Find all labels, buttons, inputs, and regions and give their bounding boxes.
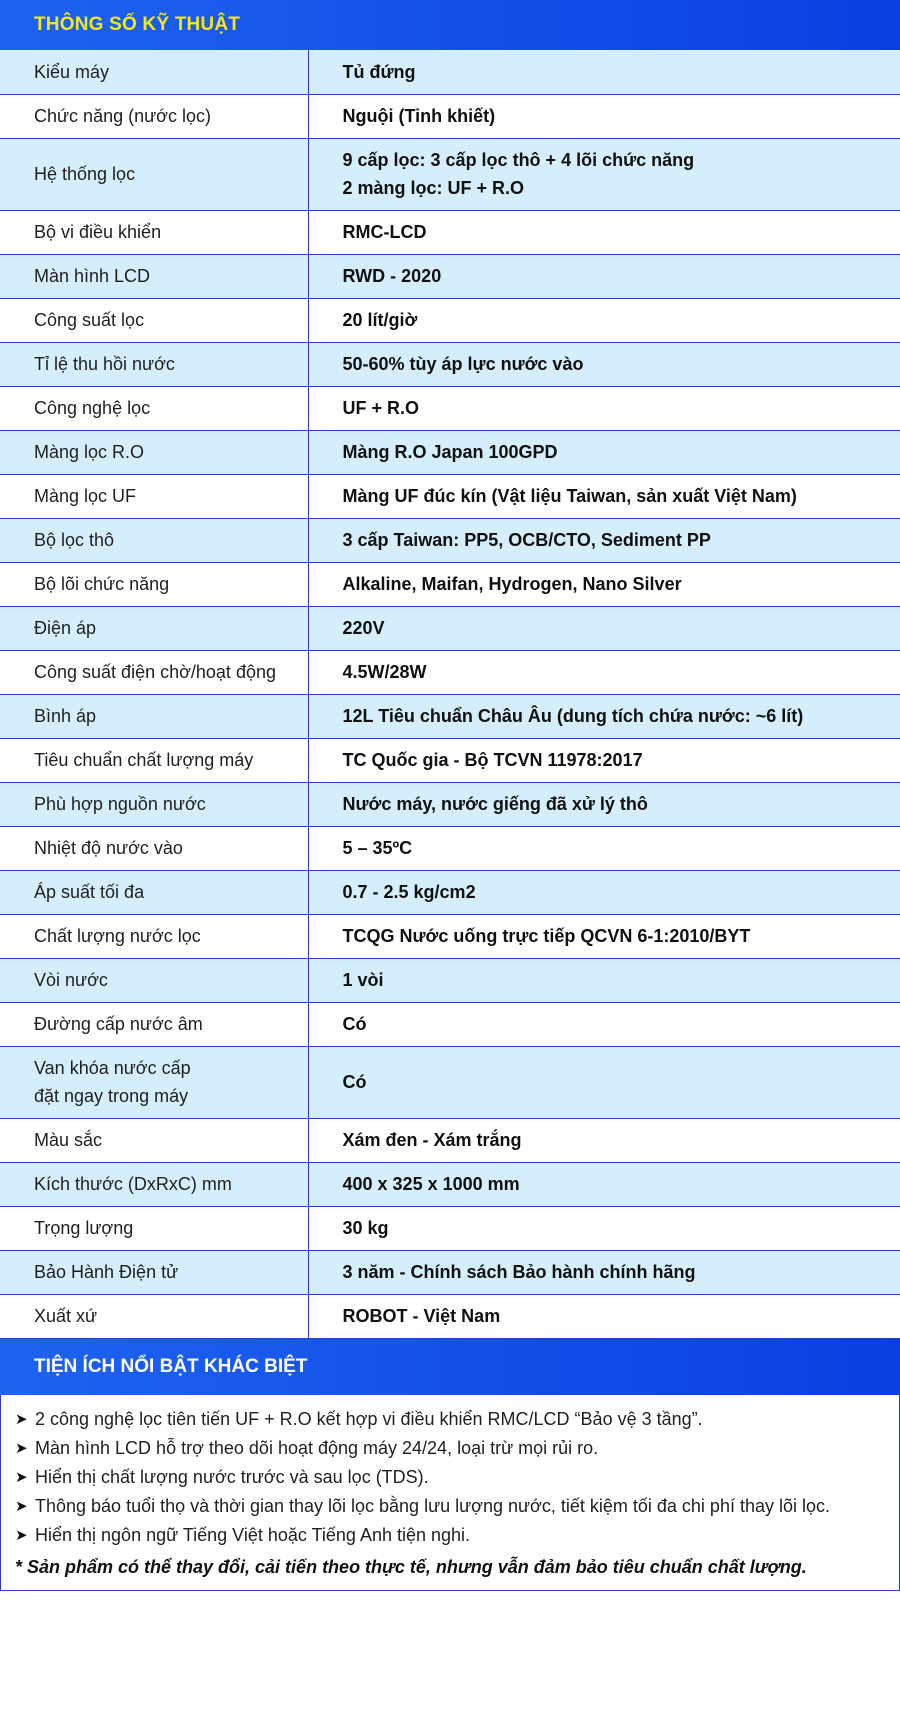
spec-label-cell <box>0 138 308 210</box>
spec-value-cell <box>308 1046 900 1118</box>
spec-value: 20 lít/giờ <box>342 310 418 330</box>
spec-value-cell <box>308 1162 900 1206</box>
spec-value-cell <box>308 1002 900 1046</box>
spec-value: RWD - 2020 <box>342 266 442 286</box>
spec-label-cell <box>0 94 308 138</box>
spec-label: Áp suất tối đa <box>34 882 145 902</box>
features-header <box>0 1339 900 1395</box>
spec-label-cell <box>0 782 308 826</box>
spec-label: Công nghệ lọc <box>34 398 151 418</box>
spec-row <box>0 210 900 254</box>
spec-value: 0.7 - 2.5 kg/cm2 <box>342 882 476 902</box>
spec-row <box>0 1206 900 1250</box>
spec-label-cell <box>0 562 308 606</box>
spec-label: Đường cấp nước âm <box>34 1014 203 1034</box>
spec-value: 400 x 325 x 1000 mm <box>342 1174 520 1194</box>
spec-label-cell <box>0 50 308 94</box>
spec-label: Nhiệt độ nước vào <box>34 838 183 858</box>
spec-row <box>0 94 900 138</box>
spec-label: Chức năng (nước lọc) <box>34 106 211 126</box>
spec-label: Van khóa nước cấp <box>34 1058 191 1078</box>
spec-row <box>0 958 900 1002</box>
spec-value-cell <box>308 694 900 738</box>
spec-value-cell <box>308 1118 900 1162</box>
spec-label-cell <box>0 914 308 958</box>
spec-value: 12L Tiêu chuẩn Châu Âu (dung tích chứa nước: ~6 lít) <box>342 706 804 726</box>
spec-row <box>0 430 900 474</box>
spec-value-cell <box>308 782 900 826</box>
arrow-right-icon: ➤ <box>15 1526 28 1544</box>
spec-row <box>0 1294 900 1338</box>
spec-label: đặt ngay trong máy <box>34 1086 189 1106</box>
spec-value: 50-60% tùy áp lực nước vào <box>342 354 584 374</box>
spec-value-cell <box>308 958 900 1002</box>
spec-label: Vòi nước <box>34 970 108 990</box>
spec-value: ROBOT - Việt Nam <box>342 1306 501 1326</box>
spec-value: 30 kg <box>342 1218 389 1238</box>
arrow-right-icon: ➤ <box>15 1439 28 1457</box>
spec-row <box>0 1162 900 1206</box>
spec-label: Phù hợp nguồn nước <box>34 794 206 814</box>
spec-value: 1 vòi <box>342 970 384 990</box>
feature-item <box>15 1492 889 1521</box>
spec-value: Tủ đứng <box>342 61 416 82</box>
feature-text: Hiển thị chất lượng nước trước và sau lọc (TDS). <box>35 1466 429 1487</box>
spec-label-cell <box>0 298 308 342</box>
spec-label: Màn hình LCD <box>34 266 151 286</box>
spec-value: TC Quốc gia - Bộ TCVN 11978:2017 <box>342 750 643 770</box>
spec-value-cell <box>308 1206 900 1250</box>
feature-item <box>15 1463 889 1492</box>
spec-label: Màng lọc R.O <box>34 442 145 462</box>
spec-label: Công suất lọc <box>34 310 145 330</box>
spec-value-cell <box>308 298 900 342</box>
spec-value-cell <box>308 562 900 606</box>
spec-value-cell <box>308 606 900 650</box>
spec-value-cell <box>308 50 900 94</box>
spec-label-cell <box>0 386 308 430</box>
spec-label: Kiểu máy <box>34 61 110 82</box>
spec-value-cell <box>308 342 900 386</box>
disclaimer-note: * Sản phẩm có thể thay đổi, cải tiến theo thực tế, nhưng vẫn đảm bảo tiêu chuẩn chất lượng. <box>15 1556 807 1577</box>
spec-label: Bình áp <box>34 706 97 726</box>
spec-value: Alkaline, Maifan, Hydrogen, Nano Silver <box>342 574 682 594</box>
spec-value-cell <box>308 1294 900 1338</box>
spec-label-cell <box>0 606 308 650</box>
spec-label-cell <box>0 1002 308 1046</box>
specs-title: THÔNG SỐ KỸ THUẬT <box>34 14 241 35</box>
spec-value: 9 cấp lọc: 3 cấp lọc thô + 4 lõi chức năng <box>342 150 695 170</box>
spec-value-cell <box>308 1250 900 1294</box>
spec-row <box>0 1002 900 1046</box>
arrow-right-icon: ➤ <box>15 1497 28 1515</box>
specs-header <box>0 0 900 50</box>
spec-label: Hệ thống lọc <box>34 164 136 184</box>
spec-row <box>0 694 900 738</box>
spec-label-cell <box>0 1206 308 1250</box>
spec-label-cell <box>0 1162 308 1206</box>
spec-label: Trọng lượng <box>34 1218 134 1238</box>
feature-item <box>15 1434 889 1463</box>
spec-label: Bảo Hành Điện tử <box>34 1262 179 1282</box>
spec-row <box>0 254 900 298</box>
arrow-right-icon: ➤ <box>15 1410 28 1428</box>
spec-row <box>0 914 900 958</box>
spec-label-cell <box>0 474 308 518</box>
spec-row <box>0 138 900 210</box>
feature-text: Hiển thị ngôn ngữ Tiếng Việt hoặc Tiếng Anh tiện nghi. <box>35 1524 471 1545</box>
spec-row <box>0 782 900 826</box>
spec-row <box>0 738 900 782</box>
spec-row <box>0 342 900 386</box>
spec-value: Có <box>342 1014 367 1034</box>
spec-row <box>0 474 900 518</box>
spec-row <box>0 386 900 430</box>
spec-value-cell <box>308 474 900 518</box>
spec-label-cell <box>0 870 308 914</box>
spec-label-cell <box>0 342 308 386</box>
spec-value-cell <box>308 870 900 914</box>
spec-value: RMC-LCD <box>342 222 427 242</box>
spec-label: Xuất xứ <box>34 1306 98 1326</box>
feature-text: Màn hình LCD hỗ trợ theo dõi hoạt động máy 24/24, loại trừ mọi rủi ro. <box>35 1437 599 1458</box>
spec-value-cell <box>308 138 900 210</box>
spec-row <box>0 606 900 650</box>
spec-label: Màu sắc <box>34 1130 103 1150</box>
spec-table-body <box>0 50 900 1338</box>
spec-value: Xám đen - Xám trắng <box>342 1130 522 1150</box>
spec-value: Nước máy, nước giếng đã xử lý thô <box>342 794 648 814</box>
spec-row <box>0 650 900 694</box>
spec-value-cell <box>308 738 900 782</box>
spec-value: Màng UF đúc kín (Vật liệu Taiwan, sản xuất Việt Nam) <box>342 486 797 506</box>
spec-label: Công suất điện chờ/hoạt động <box>34 662 276 682</box>
spec-value-cell <box>308 94 900 138</box>
feature-item <box>15 1405 889 1434</box>
spec-label: Tỉ lệ thu hồi nước <box>34 354 175 374</box>
spec-label: Chất lượng nước lọc <box>34 926 201 946</box>
feature-list <box>15 1405 889 1550</box>
features-box <box>0 1395 900 1591</box>
spec-row <box>0 50 900 94</box>
spec-label: Bộ lõi chức năng <box>34 574 170 594</box>
spec-value: 3 năm - Chính sách Bảo hành chính hãng <box>342 1262 696 1282</box>
spec-value-cell <box>308 914 900 958</box>
spec-label-cell <box>0 650 308 694</box>
spec-table <box>0 50 900 1339</box>
spec-row <box>0 1046 900 1118</box>
spec-value: 3 cấp Taiwan: PP5, OCB/CTO, Sediment PP <box>342 530 711 550</box>
spec-value: UF + R.O <box>342 398 420 418</box>
spec-label-cell <box>0 958 308 1002</box>
spec-label: Màng lọc UF <box>34 486 137 506</box>
spec-label-cell <box>0 254 308 298</box>
spec-label-cell <box>0 1118 308 1162</box>
spec-label-cell <box>0 1046 308 1118</box>
feature-text: Thông báo tuổi thọ và thời gian thay lõi lọc bằng lưu lượng nước, tiết kiệm tối đa chi phí thay lõi lọc. <box>35 1495 830 1516</box>
spec-label-cell <box>0 1250 308 1294</box>
spec-label: Bộ vi điều khiển <box>34 222 162 242</box>
arrow-right-icon: ➤ <box>15 1468 28 1486</box>
spec-value-cell <box>308 650 900 694</box>
spec-row <box>0 826 900 870</box>
spec-label: Tiêu chuẩn chất lượng máy <box>34 750 254 770</box>
spec-value-cell <box>308 826 900 870</box>
spec-value: Màng R.O Japan 100GPD <box>342 442 558 462</box>
spec-value: 4.5W/28W <box>342 662 427 682</box>
feature-item <box>15 1521 889 1550</box>
spec-row <box>0 870 900 914</box>
spec-label: Điện áp <box>34 618 97 638</box>
feature-text: 2 công nghệ lọc tiên tiến UF + R.O kết hợp vi điều khiển RMC/LCD “Bảo vệ 3 tầng”. <box>35 1408 703 1429</box>
spec-value-cell <box>308 210 900 254</box>
spec-label: Bộ lọc thô <box>34 530 115 550</box>
spec-value: Có <box>342 1072 367 1092</box>
spec-label-cell <box>0 1294 308 1338</box>
spec-value-cell <box>308 518 900 562</box>
spec-label-cell <box>0 518 308 562</box>
spec-value: 2 màng lọc: UF + R.O <box>342 178 525 198</box>
spec-row <box>0 1250 900 1294</box>
spec-row <box>0 1118 900 1162</box>
spec-value: Nguội (Tinh khiết) <box>342 106 496 126</box>
spec-value: 220V <box>342 618 385 638</box>
spec-row <box>0 518 900 562</box>
spec-label-cell <box>0 210 308 254</box>
spec-label-cell <box>0 694 308 738</box>
spec-label-cell <box>0 738 308 782</box>
spec-value-cell <box>308 254 900 298</box>
spec-value: TCQG Nước uống trực tiếp QCVN 6-1:2010/BYT <box>342 926 751 946</box>
spec-value: 5 – 35ºC <box>342 838 413 858</box>
spec-row <box>0 562 900 606</box>
spec-label: Kích thước (DxRxC) mm <box>34 1174 232 1194</box>
spec-row <box>0 298 900 342</box>
features-title: TIỆN ÍCH NỔI BẬT KHÁC BIỆT <box>34 1355 308 1377</box>
spec-label-cell <box>0 430 308 474</box>
spec-label-cell <box>0 826 308 870</box>
spec-value-cell <box>308 386 900 430</box>
spec-value-cell <box>308 430 900 474</box>
